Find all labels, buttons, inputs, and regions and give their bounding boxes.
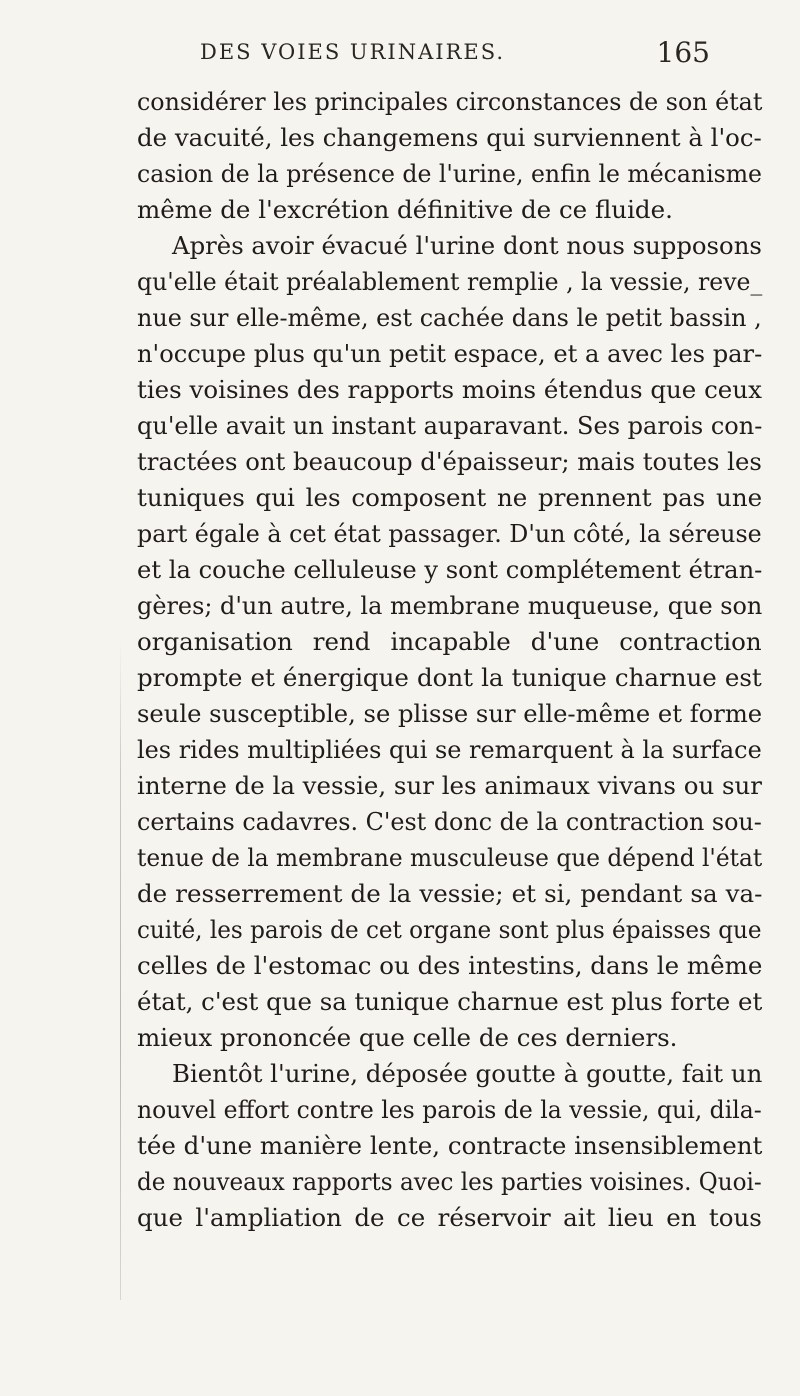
text-line: que l'ampliation de ce réservoir ait lieu en tous <box>137 1203 762 1232</box>
text-line: tractées ont beaucoup d'épaisseur; mais toutes les <box>137 447 762 476</box>
page-header <box>200 36 710 80</box>
text-line: tée d'une manière lente, contracte insensiblement <box>137 1131 763 1160</box>
text-line: nue sur elle-même, est cachée dans le petit bassin , <box>137 303 762 332</box>
text-line: ties voisines des rapports moins étendus que ceux <box>137 375 762 404</box>
text-line: tuniques qui les composent ne prennent pas une <box>137 483 763 512</box>
text-line: seule susceptible, se plisse sur elle-même et forme <box>137 699 763 728</box>
text-line: gères; d'un autre, la membrane muqueuse, que son <box>137 591 763 620</box>
running-title: DES VOIES URINAIRES. <box>200 40 506 64</box>
text-line: de nouveaux rapports avec les parties voisines. Quoi- <box>137 1167 762 1196</box>
text-line: considérer les principales circonstances de son état <box>137 87 763 116</box>
text-line: certains cadavres. C'est donc de la contraction sou- <box>137 807 762 836</box>
text-line: tenue de la membrane musculeuse que dépend l'état <box>137 843 763 872</box>
text-line: même de l'excrétion définitive de ce fluide. <box>137 195 673 224</box>
text-line: cuité, les parois de cet organe sont plus épaisses que <box>137 915 762 944</box>
text-line: état, c'est que sa tunique charnue est plus forte et <box>137 987 763 1016</box>
binding-shadow <box>120 640 121 1300</box>
page-number: 165 <box>656 36 710 69</box>
text-line: qu'elle avait un instant auparavant. Ses parois con- <box>137 411 763 440</box>
text-line: celles de l'estomac ou des intestins, dans le même <box>137 951 763 980</box>
text-line: de vacuité, les changemens qui surviennent à l'oc- <box>137 123 762 152</box>
paragraph-first-line: Après avoir évacué l'urine dont nous supposons <box>172 231 762 260</box>
text-line: les rides multipliées qui se remarquent à la surface <box>137 735 762 764</box>
text-line: et la couche celluleuse y sont complétement étran- <box>137 555 763 584</box>
text-line: mieux prononcée que celle de ces derniers. <box>137 1023 678 1052</box>
text-line: nouvel effort contre les parois de la vessie, qui, dila- <box>137 1095 762 1124</box>
text-line: qu'elle était préalablement remplie , la vessie, reve_ <box>137 267 763 296</box>
text-line: organisation rend incapable d'une contraction <box>137 627 762 656</box>
text-line: interne de la vessie, sur les animaux vivans ou sur <box>137 771 762 800</box>
text-line: n'occupe plus qu'un petit espace, et a avec les par- <box>137 339 763 368</box>
text-line: de resserrement de la vessie; et si, pendant sa va- <box>137 879 763 908</box>
paragraph-first-line: Bientôt l'urine, déposée goutte à goutte, fait un <box>172 1059 763 1088</box>
text-line: casion de la présence de l'urine, enfin le mécanisme <box>137 159 762 188</box>
text-line: prompte et énergique dont la tunique charnue est <box>137 663 762 692</box>
text-line: part égale à cet état passager. D'un côté, la séreuse <box>137 519 762 548</box>
